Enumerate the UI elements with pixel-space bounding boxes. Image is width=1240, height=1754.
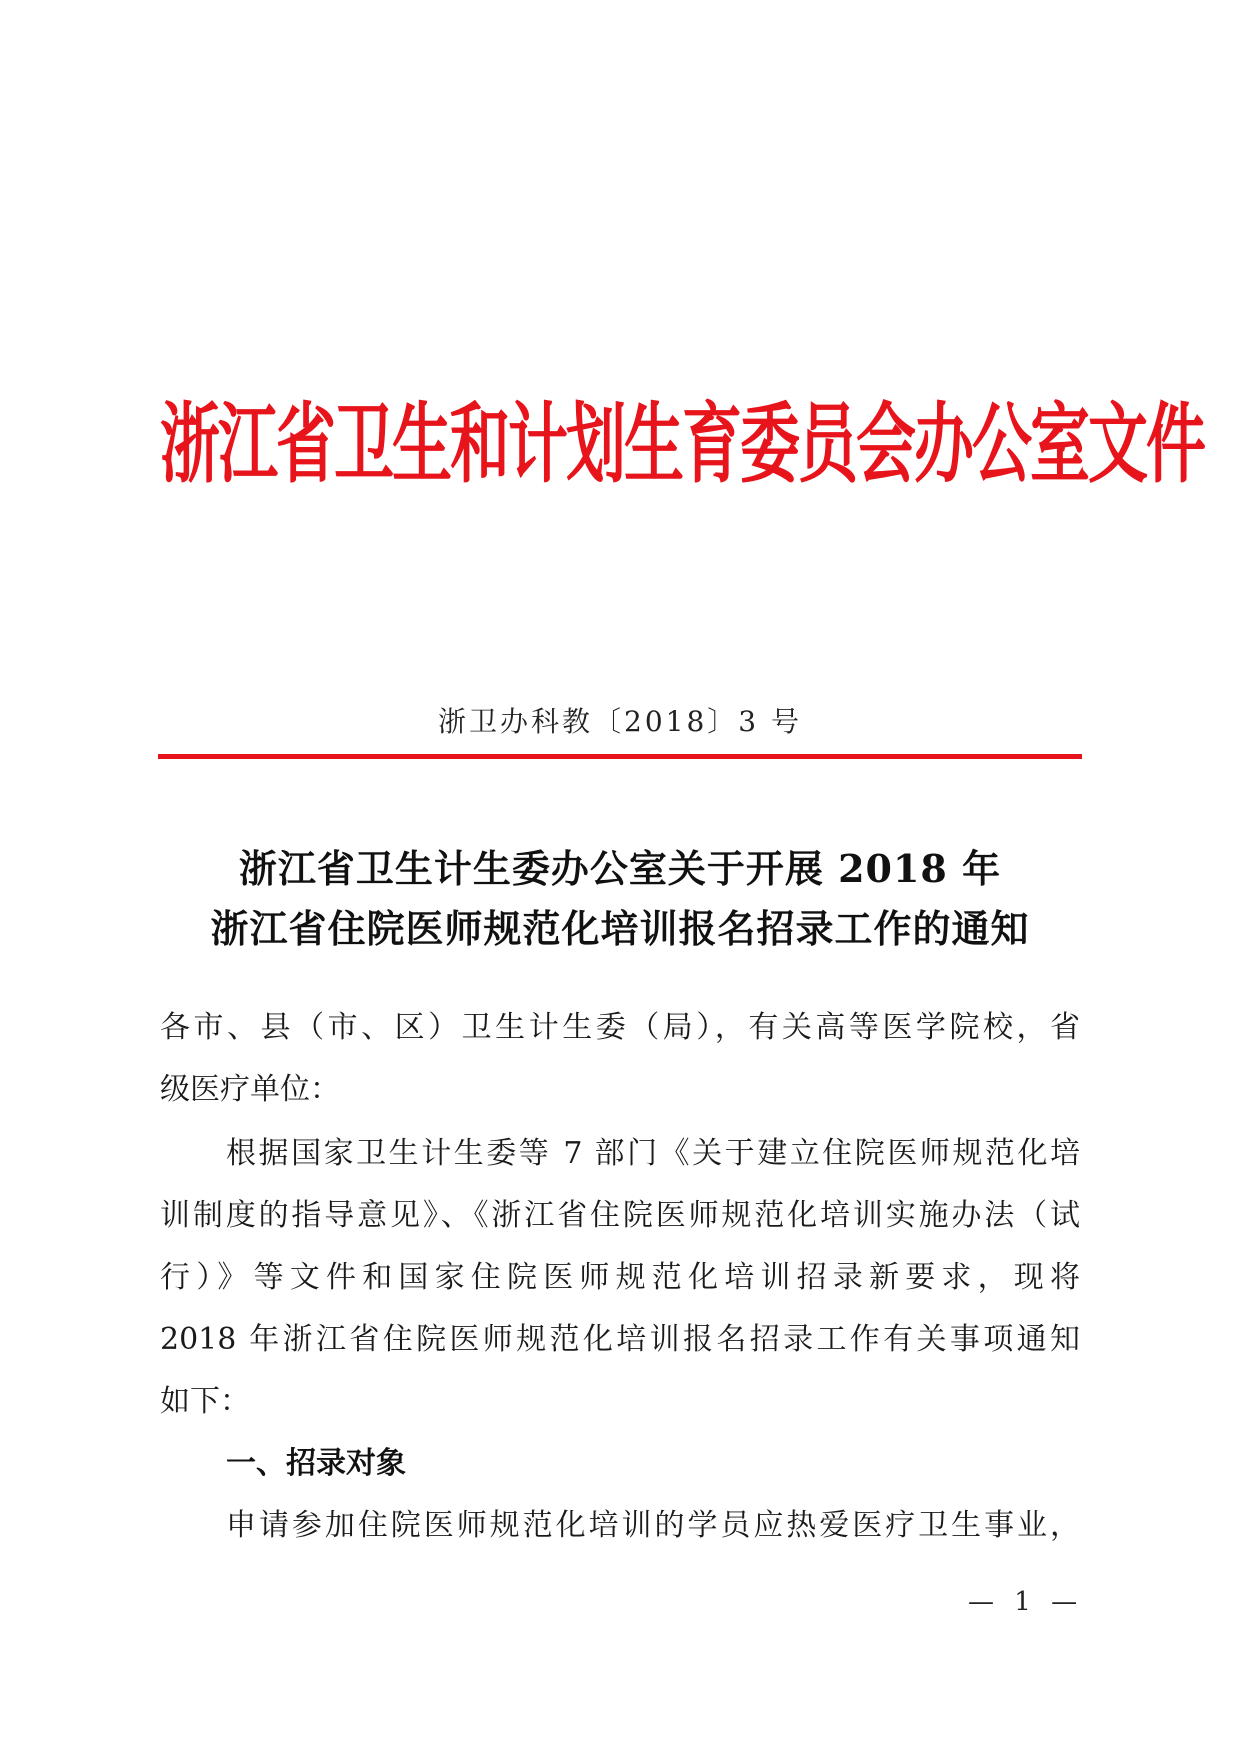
addressee-line-2: 级医疗单位：: [160, 1072, 340, 1107]
page-number: — 1 —: [968, 1587, 1084, 1617]
notice-title-line-1: 浙江省卫生计生委办公室关于开展 2018 年: [238, 846, 1002, 891]
red-divider-line: [158, 754, 1082, 759]
paragraph-line: 如下：: [160, 1384, 250, 1419]
document-number: 浙卫办科教〔2018〕3 号: [438, 705, 802, 738]
section-heading-recruitment-targets: 一、招录对象: [226, 1446, 406, 1481]
paragraph-line: 训制度的指导意见》、《浙江省住院医师规范化培训实施办法（试: [160, 1198, 1080, 1233]
addressee-line-1: 各市、县（市、区）卫生计生委（局），有关高等医学院校，省: [160, 1010, 1080, 1045]
issuer-header-title: 浙江省卫生和计划生育委员会办公室文件: [160, 394, 1204, 496]
paragraph-line: 行）》等文件和国家住院医师规范化培训招录新要求，现将: [160, 1260, 1080, 1295]
paragraph-line: 根据国家卫生计生委等 7 部门《关于建立住院医师规范化培: [226, 1136, 1080, 1171]
paragraph-line: 申请参加住院医师规范化培训的学员应热爱医疗卫生事业，: [226, 1508, 1080, 1543]
paragraph-line: 2018 年浙江省住院医师规范化培训报名招录工作有关事项通知: [160, 1322, 1080, 1357]
notice-title-line-2: 浙江省住院医师规范化培训报名招录工作的通知: [210, 906, 1030, 951]
